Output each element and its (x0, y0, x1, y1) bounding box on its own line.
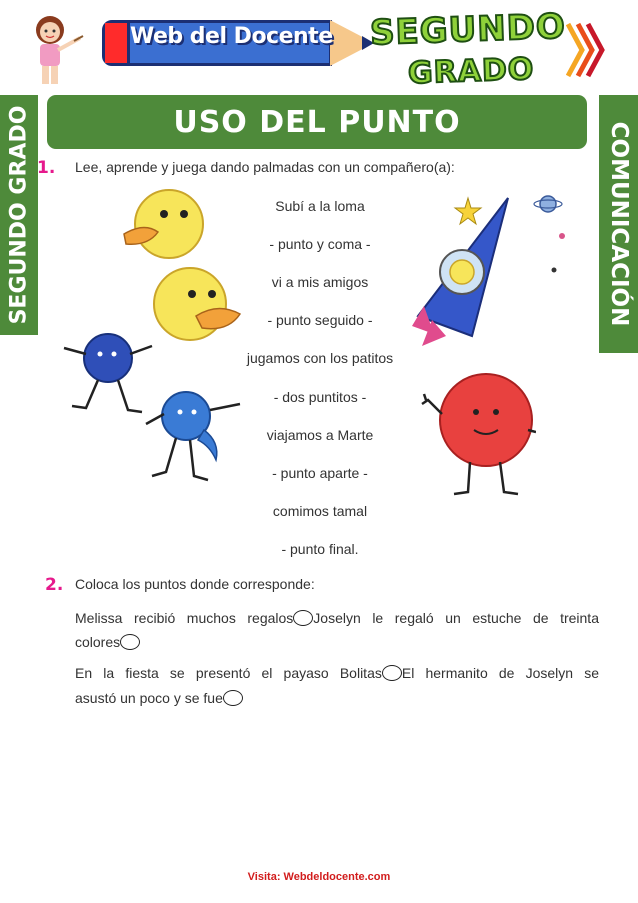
side-label-right-text: COMUNICACIÓN (605, 121, 632, 327)
sentence-text: asustó un poco y se fue (75, 690, 223, 706)
poem-line: - punto aparte - (272, 465, 368, 481)
sentence-line-3 (75, 665, 599, 681)
duck-illustration (114, 184, 214, 264)
footer-link[interactable]: Visita: Webdeldocente.com (247, 871, 391, 883)
logo-text: Web del Docente (130, 24, 333, 49)
poem-line: jugamos con los patitos (246, 350, 394, 366)
comma-character (140, 380, 250, 490)
answer-circle[interactable] (120, 634, 140, 650)
side-label-right (599, 95, 638, 353)
answer-circle[interactable] (223, 690, 243, 706)
poem-line: viajamos a Marte (266, 427, 374, 443)
sentence-text: Melissa recibió muchos regalos (75, 610, 294, 626)
side-label-left (0, 95, 38, 335)
exercise-1-number: 1. (37, 158, 56, 178)
sentence-text: El hermanito de Joselyn se (401, 665, 600, 681)
sentence-text: En la fiesta se presentó el payaso Bolitas (75, 665, 382, 681)
title-banner (47, 95, 587, 149)
poem-line: vi a mis amigos (271, 274, 369, 290)
poem-line: - punto final. (281, 541, 359, 557)
exercise-2-number: 2. (45, 575, 64, 595)
sentence-text: colores (75, 634, 121, 650)
sentence-line-2 (75, 634, 140, 650)
chevron-arrows-icon (566, 20, 606, 80)
pencil-logo (84, 14, 374, 72)
answer-circle[interactable] (382, 665, 402, 681)
poem-line: - dos puntitos - (273, 389, 367, 405)
poem-line: - punto seguido - (267, 312, 373, 328)
poem-line: - punto y coma - (269, 236, 371, 252)
duck-illustration (146, 262, 246, 346)
sentence-line-4 (75, 690, 243, 706)
poem-line: Subí a la loma (275, 198, 365, 214)
red-ball-character (416, 344, 536, 500)
exercise-1-instruction: Lee, aprende y juega dando palmadas con un compañero(a): (75, 159, 455, 175)
sentence-line-1 (75, 610, 599, 626)
answer-circle[interactable] (293, 610, 313, 626)
grade-word-grado: GRADO (407, 51, 535, 92)
sentence-text: Joselyn le regaló un estuche de treinta (313, 610, 599, 626)
pencil-eraser (105, 23, 130, 63)
rocket-astronaut-illustration (412, 186, 572, 356)
page-title: USO DEL PUNTO (173, 105, 461, 140)
poem-line: comimos tamal (272, 503, 368, 519)
side-label-left-text: SEGUNDO GRADO (6, 105, 32, 325)
exercise-2-instruction: Coloca los puntos donde corresponde: (75, 576, 315, 592)
grade-word-segundo: SEGUNDO (369, 6, 567, 54)
teacher-illustration (28, 8, 84, 88)
